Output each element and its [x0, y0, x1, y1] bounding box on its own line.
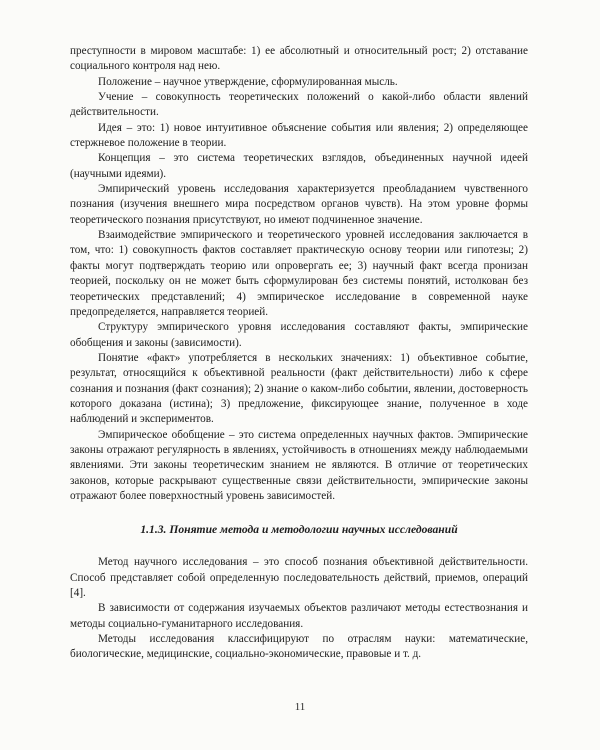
paragraph-fact-concept: Понятие «факт» употребляется в нескольких значениях: 1) объективное событие, результат, относящийся к объективной реальности (факт действительности) либо к сфере сознания и познания (факт сознания); 2) знание о каком-либо событии, явлении, достоверность которого доказана (истина); 3) предложение, фиксирующее знание, полученное в ходе наблюдений и экспериментов.	[70, 351, 528, 426]
paragraph-research-method: Метод научного исследования – это способ познания объективной действительности. Способ представляет собой определенную последовательность действий, приемов, операций [4].	[70, 556, 528, 599]
paragraph-interaction-levels: Взаимодействие эмпирического и теоретического уровней исследования заключается в том, что: 1) совокупность фактов составляет практическую основу теории или гипотезы; 2) факты могут подтверждать теорию или опровергать ее; 3) научный факт всегда пронизан теорией, поскольку он не может быть сформулирован без системы понятий, истолкован без теоретических представлений; 4) эмпирическое исследование в современной науке предопределяется, направляется теорией.	[70, 229, 528, 318]
section-heading: 1.1.3. Понятие метода и методологии научных исследований	[140, 523, 458, 537]
paragraph-uchenie: Учение – совокупность теоретических положений о какой-либо области явлений действительности.	[70, 91, 528, 119]
page-number: 11	[294, 701, 306, 713]
paragraph-empirical-structure: Структуру эмпирического уровня исследования составляют факты, эмпирические обобщения и законы (зависимости).	[70, 321, 528, 349]
paragraph-method-types: В зависимости от содержания изучаемых объектов различают методы естествознания и методы социально-гуманитарного исследования.	[70, 602, 528, 630]
paragraph-ideya: Идея – это: 1) новое интуитивное объяснение события или явления; 2) определяющее стержневое положение в теории.	[70, 121, 528, 150]
paragraph-empirical-level: Эмпирический уровень исследования характеризуется преобладанием чувственного познания (изучения внешнего мира посредством органов чувств). На этом уровне формы теоретического познания присутствуют, но имеют подчиненное значение.	[70, 183, 528, 226]
paragraph-method-classification: Методы исследования классифицируют по отраслям науки: математические, биологические, медицинские, социально-экономические, правовые и т. д.	[70, 633, 528, 661]
paragraph-polozhenie: Положение – научное утверждение, сформулированная мысль.	[98, 75, 398, 88]
paragraph-kontseptsiya: Концепция – это система теоретических взглядов, объединенных научной идеей (научными идеями).	[70, 152, 528, 180]
paragraph-empirical-generalization: Эмпирическое обобщение – это система определенных научных фактов. Эмпирические законы отражают регулярность в явлениях, устойчивость в отношениях между наблюдаемыми явлениями. Эти законы теоретическим знанием не являются. В отличие от теоретических законов, которые раскрывают существенные связи действительности, эмпирические законы отражают более поверхностный уровень зависимостей.	[70, 428, 528, 502]
paragraph-crime-growth: преступности в мировом масштабе: 1) ее абсолютный и относительный рост; 2) отставание социального контроля над нею.	[70, 45, 528, 73]
